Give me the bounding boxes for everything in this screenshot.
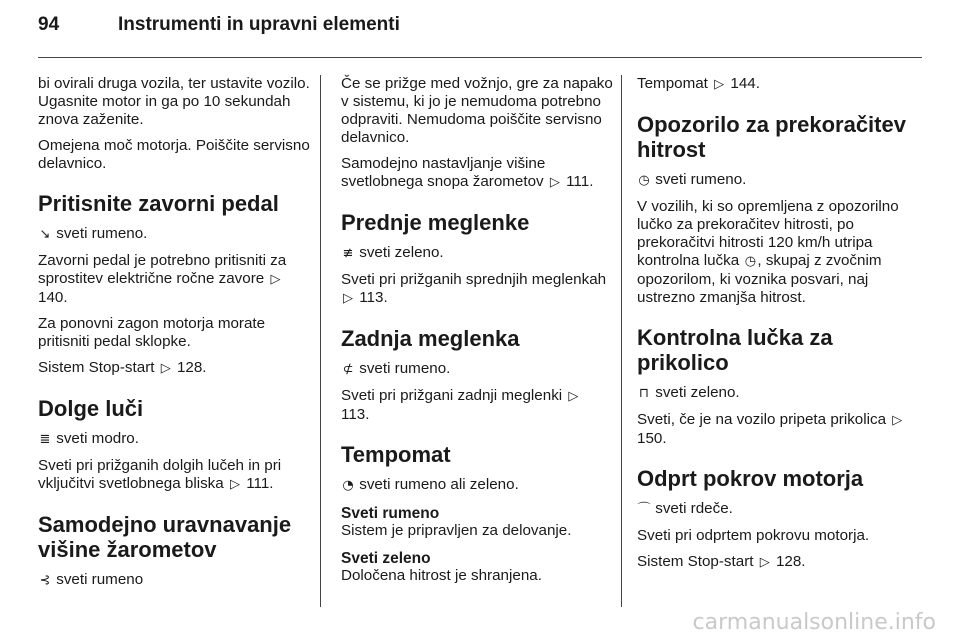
page-ref: 150.	[637, 430, 667, 447]
status-text: sveti zeleno.	[655, 384, 740, 401]
high-beam-icon: ≣	[39, 432, 51, 447]
paragraph: Za ponovni zagon motorja morate pritisniti pedal sklopke.	[38, 315, 266, 350]
brake-pedal-icon: ↘	[39, 227, 51, 242]
paragraph: Določena hitrost je shranjena.	[341, 567, 542, 584]
column-1	[38, 75, 310, 598]
speed-warning-icon: ◷	[744, 254, 757, 269]
column-divider-2	[621, 75, 622, 607]
section-heading-cruise-control: Tempomat	[341, 442, 451, 467]
subheading-green: Sveti zeleno	[341, 550, 431, 567]
column-3	[637, 75, 927, 580]
column-divider-1	[320, 75, 321, 607]
page-header	[38, 14, 400, 36]
page-ref-icon: ▷	[549, 175, 560, 190]
page-ref: 111.	[566, 173, 594, 190]
subheading-yellow: Sveti rumeno	[341, 505, 440, 522]
page-ref-icon: ▷	[714, 77, 725, 92]
front-fog-icon: ≢	[342, 246, 354, 261]
section-heading-headlight-levelling: Samodejno uravnavanje višine žarometov	[38, 512, 292, 562]
page-ref: 113.	[359, 289, 388, 306]
status-text: sveti rumeno	[56, 571, 144, 588]
page-ref-icon: ▷	[270, 272, 281, 287]
section-heading-trailer: Kontrolna lučka za prikolico	[637, 325, 833, 375]
section-heading-front-fog: Prednje meglenke	[341, 210, 530, 235]
trailer-icon: ⊓	[638, 386, 650, 401]
page-ref-icon: ▷	[568, 389, 579, 404]
paragraph: Sveti pri odprtem pokrovu motorja.	[637, 527, 870, 544]
status-text: sveti rumeno.	[56, 225, 148, 242]
paragraph: Sistem Stop-start	[637, 553, 754, 570]
page-ref-icon: ▷	[160, 361, 171, 376]
page-ref: 140.	[38, 289, 68, 306]
paragraph: Samodejno nastavljanje višine svetlobnega snopa žarometov	[341, 155, 546, 190]
paragraph: Sistem Stop-start	[38, 359, 155, 376]
status-text: sveti rumeno ali zeleno.	[359, 476, 519, 493]
paragraph: Sveti, če je na vozilo pripeta prikolica	[637, 411, 887, 428]
watermark: carmanualsonline.info	[692, 610, 936, 635]
column-2	[341, 75, 613, 593]
page-ref: 144.	[730, 75, 760, 92]
section-heading-rear-fog: Zadnja meglenka	[341, 326, 520, 351]
paragraph: V vozilih, ki so opremljena z opozorilno lučko za prekoračitev hitrosti, po prekoračitvi hitrosti 120 km/h utripa kontrolna lučka	[637, 198, 899, 269]
page-ref-icon: ▷	[759, 555, 770, 570]
speed-warning-icon: ◷	[638, 173, 650, 188]
status-text: sveti rumeno.	[655, 171, 747, 188]
paragraph: Sveti pri prižganih dolgih lučeh in pri vključitvi svetlobnega bliska	[38, 457, 282, 492]
paragraph: Sveti pri prižganih sprednjih meglenkah	[341, 271, 607, 288]
page-ref-icon: ▷	[343, 291, 353, 306]
paragraph: bi ovirali druga vozila, ter ustavite vozilo. Ugasnite motor in ga po 10 sekundah znova zaženite.	[38, 75, 310, 128]
headlight-levelling-icon: ⊰	[39, 573, 51, 588]
paragraph: Če se prižge med vožnjo, gre za napako v sistemu, ki jo je nemudoma potrebno odpraviti. Nemudoma poiščite servisno delavnico.	[341, 75, 613, 146]
paragraph: , skupaj z zvočnim opozorilom, ki voznika posvari, naj ustrezno zmanjša hitrost.	[637, 252, 882, 306]
status-text: sveti rumeno.	[359, 360, 451, 377]
section-heading-hood-open: Odprt pokrov motorja	[637, 466, 864, 491]
cruise-control-icon: ◔	[342, 478, 354, 493]
paragraph: Zavorni pedal je potrebno pritisniti za sprostitev električne ročne zavore	[38, 252, 287, 287]
page-ref: 111.	[246, 475, 274, 492]
page-ref-icon: ▷	[892, 413, 903, 428]
page-number: 94	[38, 14, 60, 35]
header-rule	[38, 57, 922, 58]
page-ref: 128.	[176, 359, 207, 376]
rear-fog-icon: ⊄	[342, 362, 354, 377]
section-heading-high-beam: Dolge luči	[38, 396, 144, 421]
page-ref-icon: ▷	[229, 477, 240, 492]
status-text: sveti modro.	[56, 430, 139, 447]
page-ref: 113.	[341, 406, 370, 423]
paragraph: Tempomat	[637, 75, 708, 92]
status-text: sveti zeleno.	[359, 244, 444, 261]
paragraph: Sveti pri prižgani zadnji meglenki	[341, 387, 563, 404]
section-heading-speed-warning: Opozorilo za prekoračitev hitrost	[637, 112, 906, 162]
paragraph: Sistem je pripravljen za delovanje.	[341, 522, 572, 539]
paragraph: Omejena moč motorja. Poiščite servisno delavnico.	[38, 137, 310, 172]
hood-open-icon: ⌒	[637, 502, 651, 517]
status-text: sveti rdeče.	[655, 500, 733, 517]
section-heading-brake-pedal: Pritisnite zavorni pedal	[38, 191, 279, 216]
page-title: Instrumenti in upravni elementi	[118, 14, 400, 35]
page-ref: 128.	[775, 553, 806, 570]
